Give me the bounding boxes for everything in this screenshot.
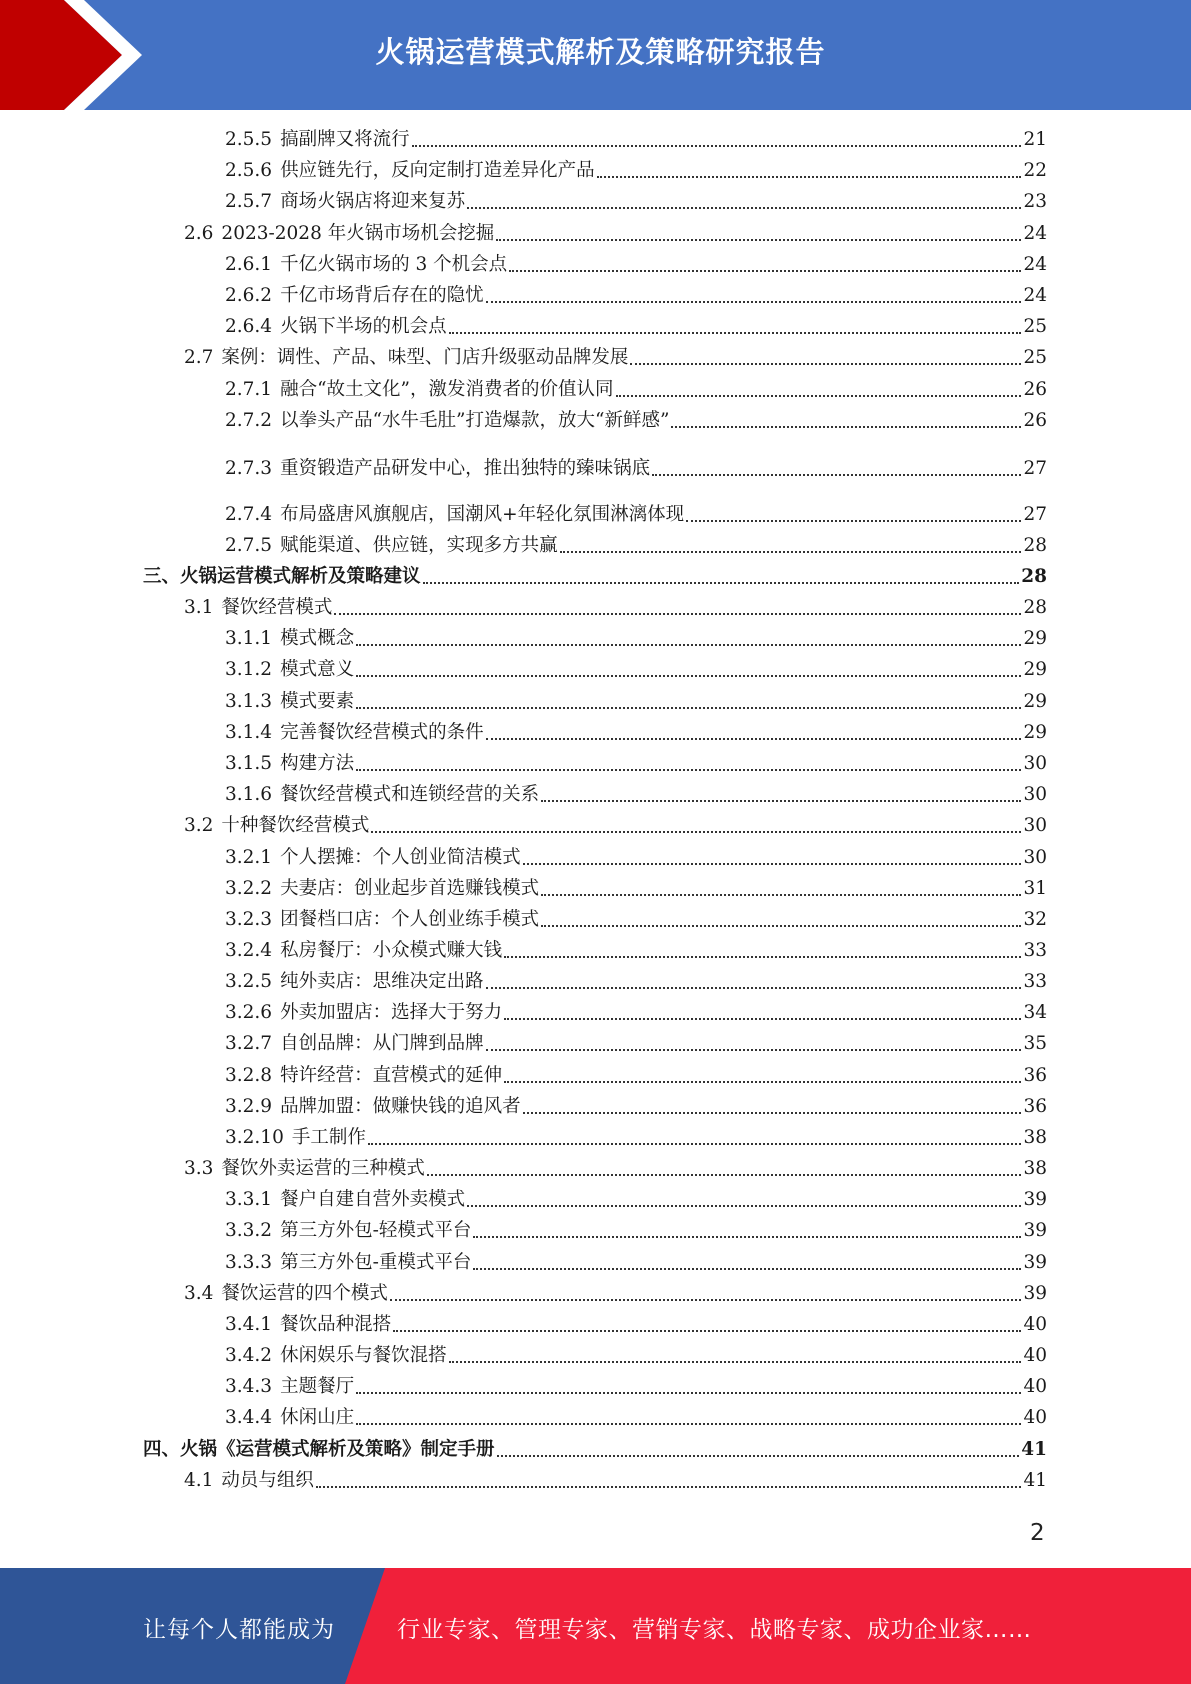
toc-entry[interactable] <box>225 1343 1047 1369</box>
toc-entry[interactable] <box>184 345 1047 371</box>
toc-entry[interactable] <box>143 564 1047 590</box>
toc-entry-page: 33 <box>1023 971 1047 992</box>
toc-entry[interactable] <box>225 252 1047 278</box>
toc-entry[interactable] <box>225 502 1047 528</box>
toc-entry-title: 完善餐饮经营模式的条件 <box>280 722 484 743</box>
toc-entry-page: 28 <box>1023 535 1047 556</box>
toc-entry[interactable] <box>184 1156 1047 1182</box>
toc-entry-title: 2023-2028 年火锅市场机会挖掘 <box>221 223 495 244</box>
toc-entry[interactable] <box>225 626 1047 652</box>
toc-entry-page: 27 <box>1023 458 1047 479</box>
toc-entry-title: 重资锻造产品研发中心，推出独特的臻味锅底 <box>280 458 651 479</box>
toc-entry-title: 构建方法 <box>280 753 355 774</box>
toc-dot-leader <box>523 863 1022 865</box>
toc-entry-page: 28 <box>1023 597 1047 618</box>
toc-dot-leader <box>334 613 1021 615</box>
toc-dot-leader <box>473 1268 1021 1270</box>
toc-entry[interactable] <box>225 907 1047 933</box>
toc-entry-page: 26 <box>1023 379 1047 400</box>
toc-dot-leader <box>509 270 1021 272</box>
toc-entry-number: 2.6 <box>184 223 214 244</box>
toc-entry-number: 3.2.6 <box>225 1002 273 1023</box>
toc-entry-title: 供应链先行，反向定制打造差异化产品 <box>280 160 595 181</box>
toc-entry-title: 火锅《运营模式解析及策略》制定手册 <box>180 1439 495 1460</box>
toc-dot-leader <box>497 1455 1020 1457</box>
toc-entry-title: 十种餐饮经营模式 <box>221 815 370 836</box>
toc-entry[interactable] <box>225 408 1047 434</box>
toc-entry-number: 3.2.8 <box>225 1065 273 1086</box>
toc-entry-page: 36 <box>1023 1065 1047 1086</box>
toc-dot-leader <box>630 363 1021 365</box>
toc-dot-leader <box>486 987 1022 989</box>
toc-entry-title: 搞副牌又将流行 <box>280 129 410 150</box>
toc-entry[interactable] <box>225 720 1047 746</box>
toc-entry-title: 第三方外包-重模式平台 <box>280 1252 472 1273</box>
toc-entry[interactable] <box>225 1250 1047 1276</box>
toc-entry-title: 赋能渠道、供应链，实现多方共赢 <box>280 535 558 556</box>
toc-entry-title: 手工制作 <box>291 1127 366 1148</box>
toc-dot-leader <box>616 395 1022 397</box>
toc-entry-page: 35 <box>1023 1033 1047 1054</box>
toc-entry[interactable] <box>225 1094 1047 1120</box>
page-number: 2 <box>1030 1520 1045 1546</box>
toc-entry-page: 22 <box>1023 160 1047 181</box>
toc-entry-page: 34 <box>1023 1002 1047 1023</box>
toc-entry-title: 团餐档口店：个人创业练手模式 <box>280 909 540 930</box>
toc-dot-leader <box>356 1392 1021 1394</box>
toc-entry-number: 3.3 <box>184 1158 214 1179</box>
toc-dot-leader <box>496 239 1021 241</box>
toc-entry[interactable] <box>225 189 1047 215</box>
toc-entry-number: 4.1 <box>184 1470 214 1491</box>
toc-entry-title: 纯外卖店：思维决定出路 <box>280 971 484 992</box>
toc-entry[interactable] <box>225 127 1047 153</box>
toc-entry-title: 商场火锅店将迎来复苏 <box>280 191 466 212</box>
toc-entry-title: 第三方外包-轻模式平台 <box>280 1220 472 1241</box>
toc-entry-page: 25 <box>1023 316 1047 337</box>
toc-entry-page: 24 <box>1023 223 1047 244</box>
toc-dot-leader <box>686 520 1021 522</box>
toc-entry-page: 30 <box>1023 847 1047 868</box>
toc-entry[interactable] <box>184 1468 1047 1494</box>
toc-entry[interactable] <box>184 813 1047 839</box>
toc-entry[interactable] <box>225 751 1047 777</box>
toc-entry-page: 40 <box>1023 1345 1047 1366</box>
toc-entry[interactable] <box>225 1063 1047 1089</box>
toc-entry-title: 餐饮外卖运营的三种模式 <box>221 1158 425 1179</box>
toc-entry-number: 3.1.1 <box>225 628 273 649</box>
toc-entry-number: 2.6.2 <box>225 285 273 306</box>
toc-entry-title: 餐饮运营的四个模式 <box>221 1283 388 1304</box>
toc-dot-leader <box>449 332 1022 334</box>
toc-entry-page: 30 <box>1023 784 1047 805</box>
toc-dot-leader <box>486 1049 1022 1051</box>
toc-entry-number: 3.2.2 <box>225 878 273 899</box>
toc-entry-page: 30 <box>1023 753 1047 774</box>
toc-entry-number: 3.2.4 <box>225 940 273 961</box>
toc-dot-leader <box>560 551 1022 553</box>
toc-entry[interactable] <box>225 533 1047 559</box>
toc-entry-number: 2.7.1 <box>225 379 273 400</box>
toc-entry-page: 33 <box>1023 940 1047 961</box>
toc-entry-title: 品牌加盟：做赚快钱的追风者 <box>280 1096 521 1117</box>
page-header <box>0 0 1191 110</box>
toc-entry-number: 3.4.1 <box>225 1314 273 1335</box>
toc-entry-number: 3.1.3 <box>225 691 273 712</box>
toc-entry-title: 特许经营：直营模式的延伸 <box>280 1065 503 1086</box>
report-title: 火锅运营模式解析及策略研究报告 <box>375 35 826 69</box>
toc-dot-leader <box>523 1112 1022 1114</box>
toc-entry-number: 2.7.2 <box>225 410 273 431</box>
toc-entry-number: 3.1.5 <box>225 753 273 774</box>
toc-dot-leader <box>467 1205 1021 1207</box>
toc-entry-page: 38 <box>1023 1158 1047 1179</box>
toc-dot-leader <box>356 644 1021 646</box>
toc-entry-title: 外卖加盟店：选择大于努力 <box>280 1002 503 1023</box>
footer-roles: 行业专家、管理专家、营销专家、战略专家、成功企业家…… <box>397 1617 1032 1643</box>
toc-entry-title: 火锅下半场的机会点 <box>280 316 447 337</box>
toc-entry-title: 餐饮经营模式和连锁经营的关系 <box>280 784 540 805</box>
toc-entry-number: 三、 <box>143 566 181 587</box>
page-footer <box>0 1568 1191 1684</box>
toc-dot-leader <box>356 675 1021 677</box>
toc-entry[interactable] <box>143 1437 1047 1463</box>
toc-entry-number: 3.2.3 <box>225 909 273 930</box>
toc-dot-leader <box>393 1330 1021 1332</box>
toc-entry-number: 3.2.1 <box>225 847 273 868</box>
toc-dot-leader <box>504 1018 1021 1020</box>
toc-entry[interactable] <box>225 1374 1047 1400</box>
toc-entry-number: 2.5.7 <box>225 191 273 212</box>
toc-dot-leader <box>671 426 1021 428</box>
toc-entry-number: 3.4.4 <box>225 1407 273 1428</box>
toc-entry-page: 40 <box>1023 1407 1047 1428</box>
toc-entry-page: 25 <box>1023 347 1047 368</box>
toc-dot-leader <box>541 925 1021 927</box>
toc-entry[interactable] <box>225 876 1047 902</box>
toc-dot-leader <box>486 738 1022 740</box>
toc-dot-leader <box>504 1081 1021 1083</box>
toc-entry-number: 3.1.6 <box>225 784 273 805</box>
toc-entry-page: 32 <box>1023 909 1047 930</box>
toc-entry[interactable] <box>184 221 1047 247</box>
toc-entry-title: 以拳头产品“水牛毛肚”打造爆款，放大“新鲜感” <box>280 410 670 431</box>
toc-entry-number: 3.4.2 <box>225 1345 273 1366</box>
toc-entry[interactable] <box>225 845 1047 871</box>
toc-entry-page: 29 <box>1023 628 1047 649</box>
toc-entry-page: 30 <box>1023 815 1047 836</box>
toc-entry-title: 千亿火锅市场的 3 个机会点 <box>280 254 508 275</box>
toc-entry[interactable] <box>225 377 1047 403</box>
toc-entry-page: 27 <box>1023 504 1047 525</box>
toc-dot-leader <box>390 1299 1022 1301</box>
toc-entry-title: 火锅运营模式解析及策略建议 <box>180 566 421 587</box>
toc-dot-leader <box>356 769 1021 771</box>
toc-entry-page: 24 <box>1023 254 1047 275</box>
toc-entry-page: 40 <box>1023 1314 1047 1335</box>
toc-entry-title: 餐户自建自营外卖模式 <box>280 1189 466 1210</box>
toc-entry-title: 千亿市场背后存在的隐忧 <box>280 285 484 306</box>
toc-entry-title: 融合“故土文化”，激发消费者的价值认同 <box>280 379 614 400</box>
toc-dot-leader <box>467 207 1021 209</box>
toc-entry-page: 26 <box>1023 410 1047 431</box>
toc-dot-leader <box>504 956 1021 958</box>
toc-dot-leader <box>473 1236 1021 1238</box>
toc-dot-leader <box>597 176 1022 178</box>
footer-slogan: 让每个人都能成为 <box>143 1617 335 1643</box>
toc-entry-number: 3.2 <box>184 815 214 836</box>
toc-entry[interactable] <box>225 938 1047 964</box>
toc-entry-title: 休闲娱乐与餐饮混搭 <box>280 1345 447 1366</box>
toc-entry-title: 餐饮品种混搭 <box>280 1314 392 1335</box>
toc-entry-page: 39 <box>1023 1252 1047 1273</box>
toc-entry-title: 夫妻店：创业起步首选赚钱模式 <box>280 878 540 899</box>
toc-entry-title: 案例：调性、产品、味型、门店升级驱动品牌发展 <box>221 347 629 368</box>
toc-entry-page: 39 <box>1023 1189 1047 1210</box>
toc-entry-number: 2.7 <box>184 347 214 368</box>
toc-entry-number: 2.7.5 <box>225 535 273 556</box>
toc-entry-page: 39 <box>1023 1283 1047 1304</box>
toc-entry[interactable] <box>225 1312 1047 1338</box>
toc-entry[interactable] <box>225 1405 1047 1431</box>
toc-entry[interactable] <box>225 657 1047 683</box>
toc-entry-title: 模式意义 <box>280 659 355 680</box>
toc-entry[interactable] <box>225 969 1047 995</box>
toc-entry[interactable] <box>225 782 1047 808</box>
toc-entry-title: 自创品牌：从门牌到品牌 <box>280 1033 484 1054</box>
toc-entry-page: 23 <box>1023 191 1047 212</box>
toc-entry-number: 2.5.5 <box>225 129 273 150</box>
toc-entry-number: 3.4 <box>184 1283 214 1304</box>
toc-entry-number: 3.3.1 <box>225 1189 273 1210</box>
toc-entry-page: 38 <box>1023 1127 1047 1148</box>
toc-entry-page: 28 <box>1021 566 1047 587</box>
toc-entry[interactable] <box>225 689 1047 715</box>
toc-entry-title: 餐饮经营模式 <box>221 597 333 618</box>
toc-dot-leader <box>427 1174 1022 1176</box>
toc-entry-page: 39 <box>1023 1220 1047 1241</box>
toc-entry[interactable] <box>225 1031 1047 1057</box>
toc-entry-page: 31 <box>1023 878 1047 899</box>
toc-entry-number: 3.1.4 <box>225 722 273 743</box>
toc-entry-page: 41 <box>1023 1470 1047 1491</box>
toc-entry-number: 3.1.2 <box>225 659 273 680</box>
toc-entry-number: 3.3.2 <box>225 1220 273 1241</box>
toc-dot-leader <box>486 301 1022 303</box>
toc-dot-leader <box>541 800 1021 802</box>
toc-dot-leader <box>423 582 1020 584</box>
toc-entry-number: 3.2.7 <box>225 1033 273 1054</box>
toc-entry-title: 模式概念 <box>280 628 355 649</box>
toc-dot-leader <box>652 474 1021 476</box>
toc-entry-number: 3.2.9 <box>225 1096 273 1117</box>
toc-entry[interactable] <box>225 1218 1047 1244</box>
toc-entry-title: 主题餐厅 <box>280 1376 355 1397</box>
toc-entry-page: 29 <box>1023 722 1047 743</box>
toc-entry[interactable] <box>225 158 1047 184</box>
toc-entry-number: 3.2.5 <box>225 971 273 992</box>
toc-entry-number: 3.2.10 <box>225 1127 284 1148</box>
toc-dot-leader <box>316 1486 1022 1488</box>
toc-dot-leader <box>356 1423 1021 1425</box>
toc-entry-title: 个人摆摊：个人创业简洁模式 <box>280 847 521 868</box>
toc-entry[interactable] <box>225 1187 1047 1213</box>
toc-dot-leader <box>541 894 1021 896</box>
toc-entry[interactable] <box>225 1000 1047 1026</box>
toc-entry-number: 2.7.4 <box>225 504 273 525</box>
toc-entry[interactable] <box>225 1125 1047 1151</box>
toc-entry-number: 2.6.1 <box>225 254 273 275</box>
toc-entry-number: 四、 <box>143 1439 181 1460</box>
toc-entry-title: 私房餐厅：小众模式赚大钱 <box>280 940 503 961</box>
toc-entry-page: 41 <box>1021 1439 1047 1460</box>
toc-dot-leader <box>368 1143 1022 1145</box>
toc-dot-leader <box>356 707 1021 709</box>
toc-entry-page: 36 <box>1023 1096 1047 1117</box>
toc-entry[interactable] <box>225 314 1047 340</box>
toc-entry-page: 24 <box>1023 285 1047 306</box>
toc-entry-title: 模式要素 <box>280 691 355 712</box>
toc-entry-title: 布局盛唐风旗舰店，国潮风+年轻化氛围淋漓体现 <box>280 504 685 525</box>
toc-entry[interactable] <box>225 456 1047 482</box>
toc-dot-leader <box>412 145 1022 147</box>
toc-entry[interactable] <box>184 1281 1047 1307</box>
toc-dot-leader <box>371 831 1021 833</box>
toc-entry-number: 2.7.3 <box>225 458 273 479</box>
toc-entry-number: 2.6.4 <box>225 316 273 337</box>
toc-entry-number: 3.4.3 <box>225 1376 273 1397</box>
toc-entry-page: 40 <box>1023 1376 1047 1397</box>
toc-entry-number: 3.1 <box>184 597 214 618</box>
toc-dot-leader <box>449 1361 1022 1363</box>
toc-entry-page: 29 <box>1023 691 1047 712</box>
toc-entry-page: 29 <box>1023 659 1047 680</box>
toc-entry-page: 21 <box>1023 129 1047 150</box>
toc-entry-number: 3.3.3 <box>225 1252 273 1273</box>
toc-entry-title: 休闲山庄 <box>280 1407 355 1428</box>
toc-entry-title: 动员与组织 <box>221 1470 314 1491</box>
toc-entry[interactable] <box>225 283 1047 309</box>
toc-entry-number: 2.5.6 <box>225 160 273 181</box>
toc-entry[interactable] <box>184 595 1047 621</box>
